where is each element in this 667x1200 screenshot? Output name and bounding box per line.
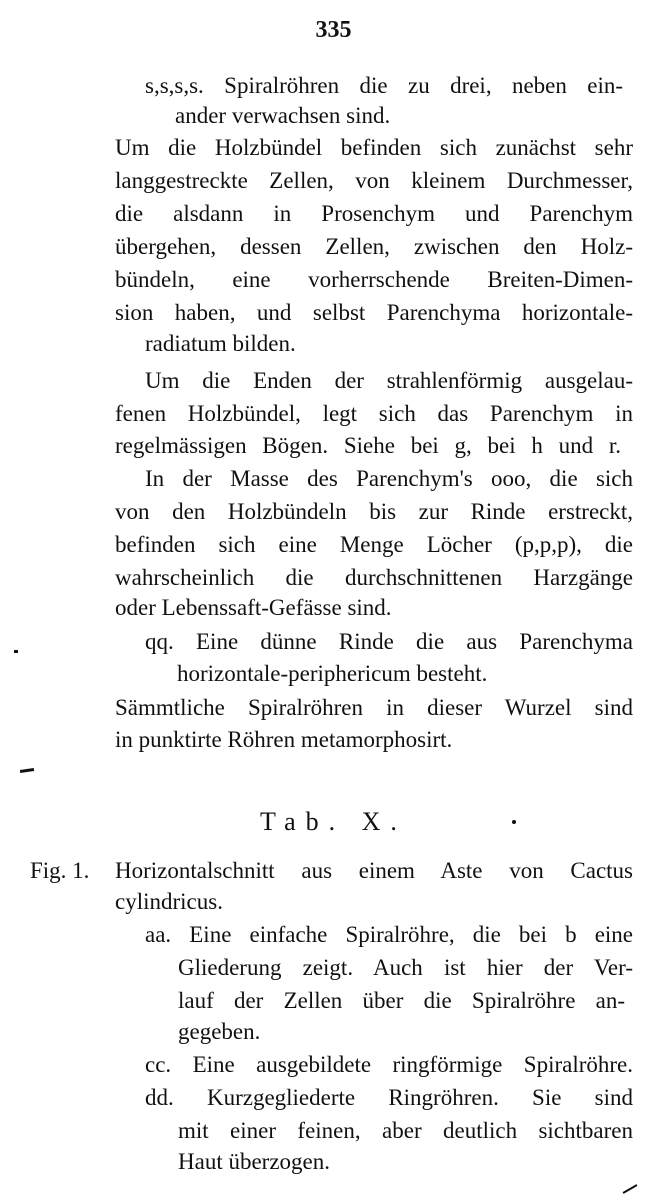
ink-speck — [14, 650, 18, 653]
figure-label: Fig. 1. — [30, 858, 90, 883]
text-line: befinden sich eine Menge Löcher (p,p,p), die — [115, 532, 633, 557]
figure-text-line: aa. Eine einfache Spiralröhre, die bei b eine — [145, 922, 633, 947]
text-line: Um die Holzbündel befinden sich zunächst sehr — [115, 135, 633, 160]
text-line: Sämmtliche Spiralröhren in dieser Wurzel sind — [115, 695, 633, 720]
figure-text-line: lauf der Zellen über die Spiralröhre an- — [178, 988, 625, 1013]
text-line: ander verwachsen sind. — [175, 103, 391, 128]
text-line: In der Masse des Parenchym's ooo, die sich — [145, 466, 633, 491]
page-number: 335 — [315, 17, 352, 43]
figure-text-line: mit einer feinen, aber deutlich sichtbaren — [178, 1118, 633, 1143]
ink-mark — [623, 1184, 638, 1194]
text-line: s,s,s,s. Spiralröhren die zu drei, neben ein- — [145, 73, 623, 98]
text-line: radiatum bilden. — [145, 331, 296, 356]
ink-mark — [20, 768, 34, 773]
figure-text-line: Gliederung zeigt. Auch ist hier der Ver- — [178, 955, 633, 980]
ink-speck — [512, 820, 516, 824]
text-line: in punktirte Röhren metamorphosirt. — [115, 727, 453, 752]
text-line: oder Lebenssaft-Gefässe sind. — [115, 595, 392, 620]
text-line: fenen Holzbündel, legt sich das Parenchym in — [115, 401, 633, 426]
text-line: wahrscheinlich die durchschnittenen Harzgänge — [115, 565, 633, 590]
text-line: bündeln, eine vorherrschende Breiten-Dimen- — [115, 267, 633, 292]
text-line: langgestreckte Zellen, von kleinem Durchmesser, — [115, 168, 633, 193]
figure-text-line: Horizontalschnitt aus einem Aste von Cactus — [115, 858, 633, 883]
text-line: übergehen, dessen Zellen, zwischen den Holz- — [115, 234, 633, 259]
text-line: horizontale-periphericum besteht. — [177, 661, 488, 686]
text-line: Um die Enden der strahlenförmig ausgelau- — [145, 368, 633, 393]
figure-text-line: Haut überzogen. — [178, 1149, 330, 1174]
figure-text-line: cc. Eine ausgebildete ringförmige Spiralröhre. — [145, 1052, 633, 1077]
figure-text-line: cylindricus. — [115, 889, 223, 914]
section-heading: Tab. X. — [260, 807, 407, 836]
figure-text-line: gegeben. — [178, 1019, 261, 1044]
text-line: von den Holzbündeln bis zur Rinde erstreckt, — [115, 499, 633, 524]
figure-text-line: dd. Kurzgegliederte Ringröhren. Sie sind — [145, 1085, 633, 1110]
text-line: sion haben, und selbst Parenchyma horizontale- — [115, 300, 633, 325]
text-line: die alsdann in Prosenchym und Parenchym — [115, 201, 633, 226]
text-line: regelmässigen Bögen. Siehe bei g, bei h und r. — [115, 433, 621, 458]
text-line: qq. Eine dünne Rinde die aus Parenchyma — [145, 629, 633, 654]
